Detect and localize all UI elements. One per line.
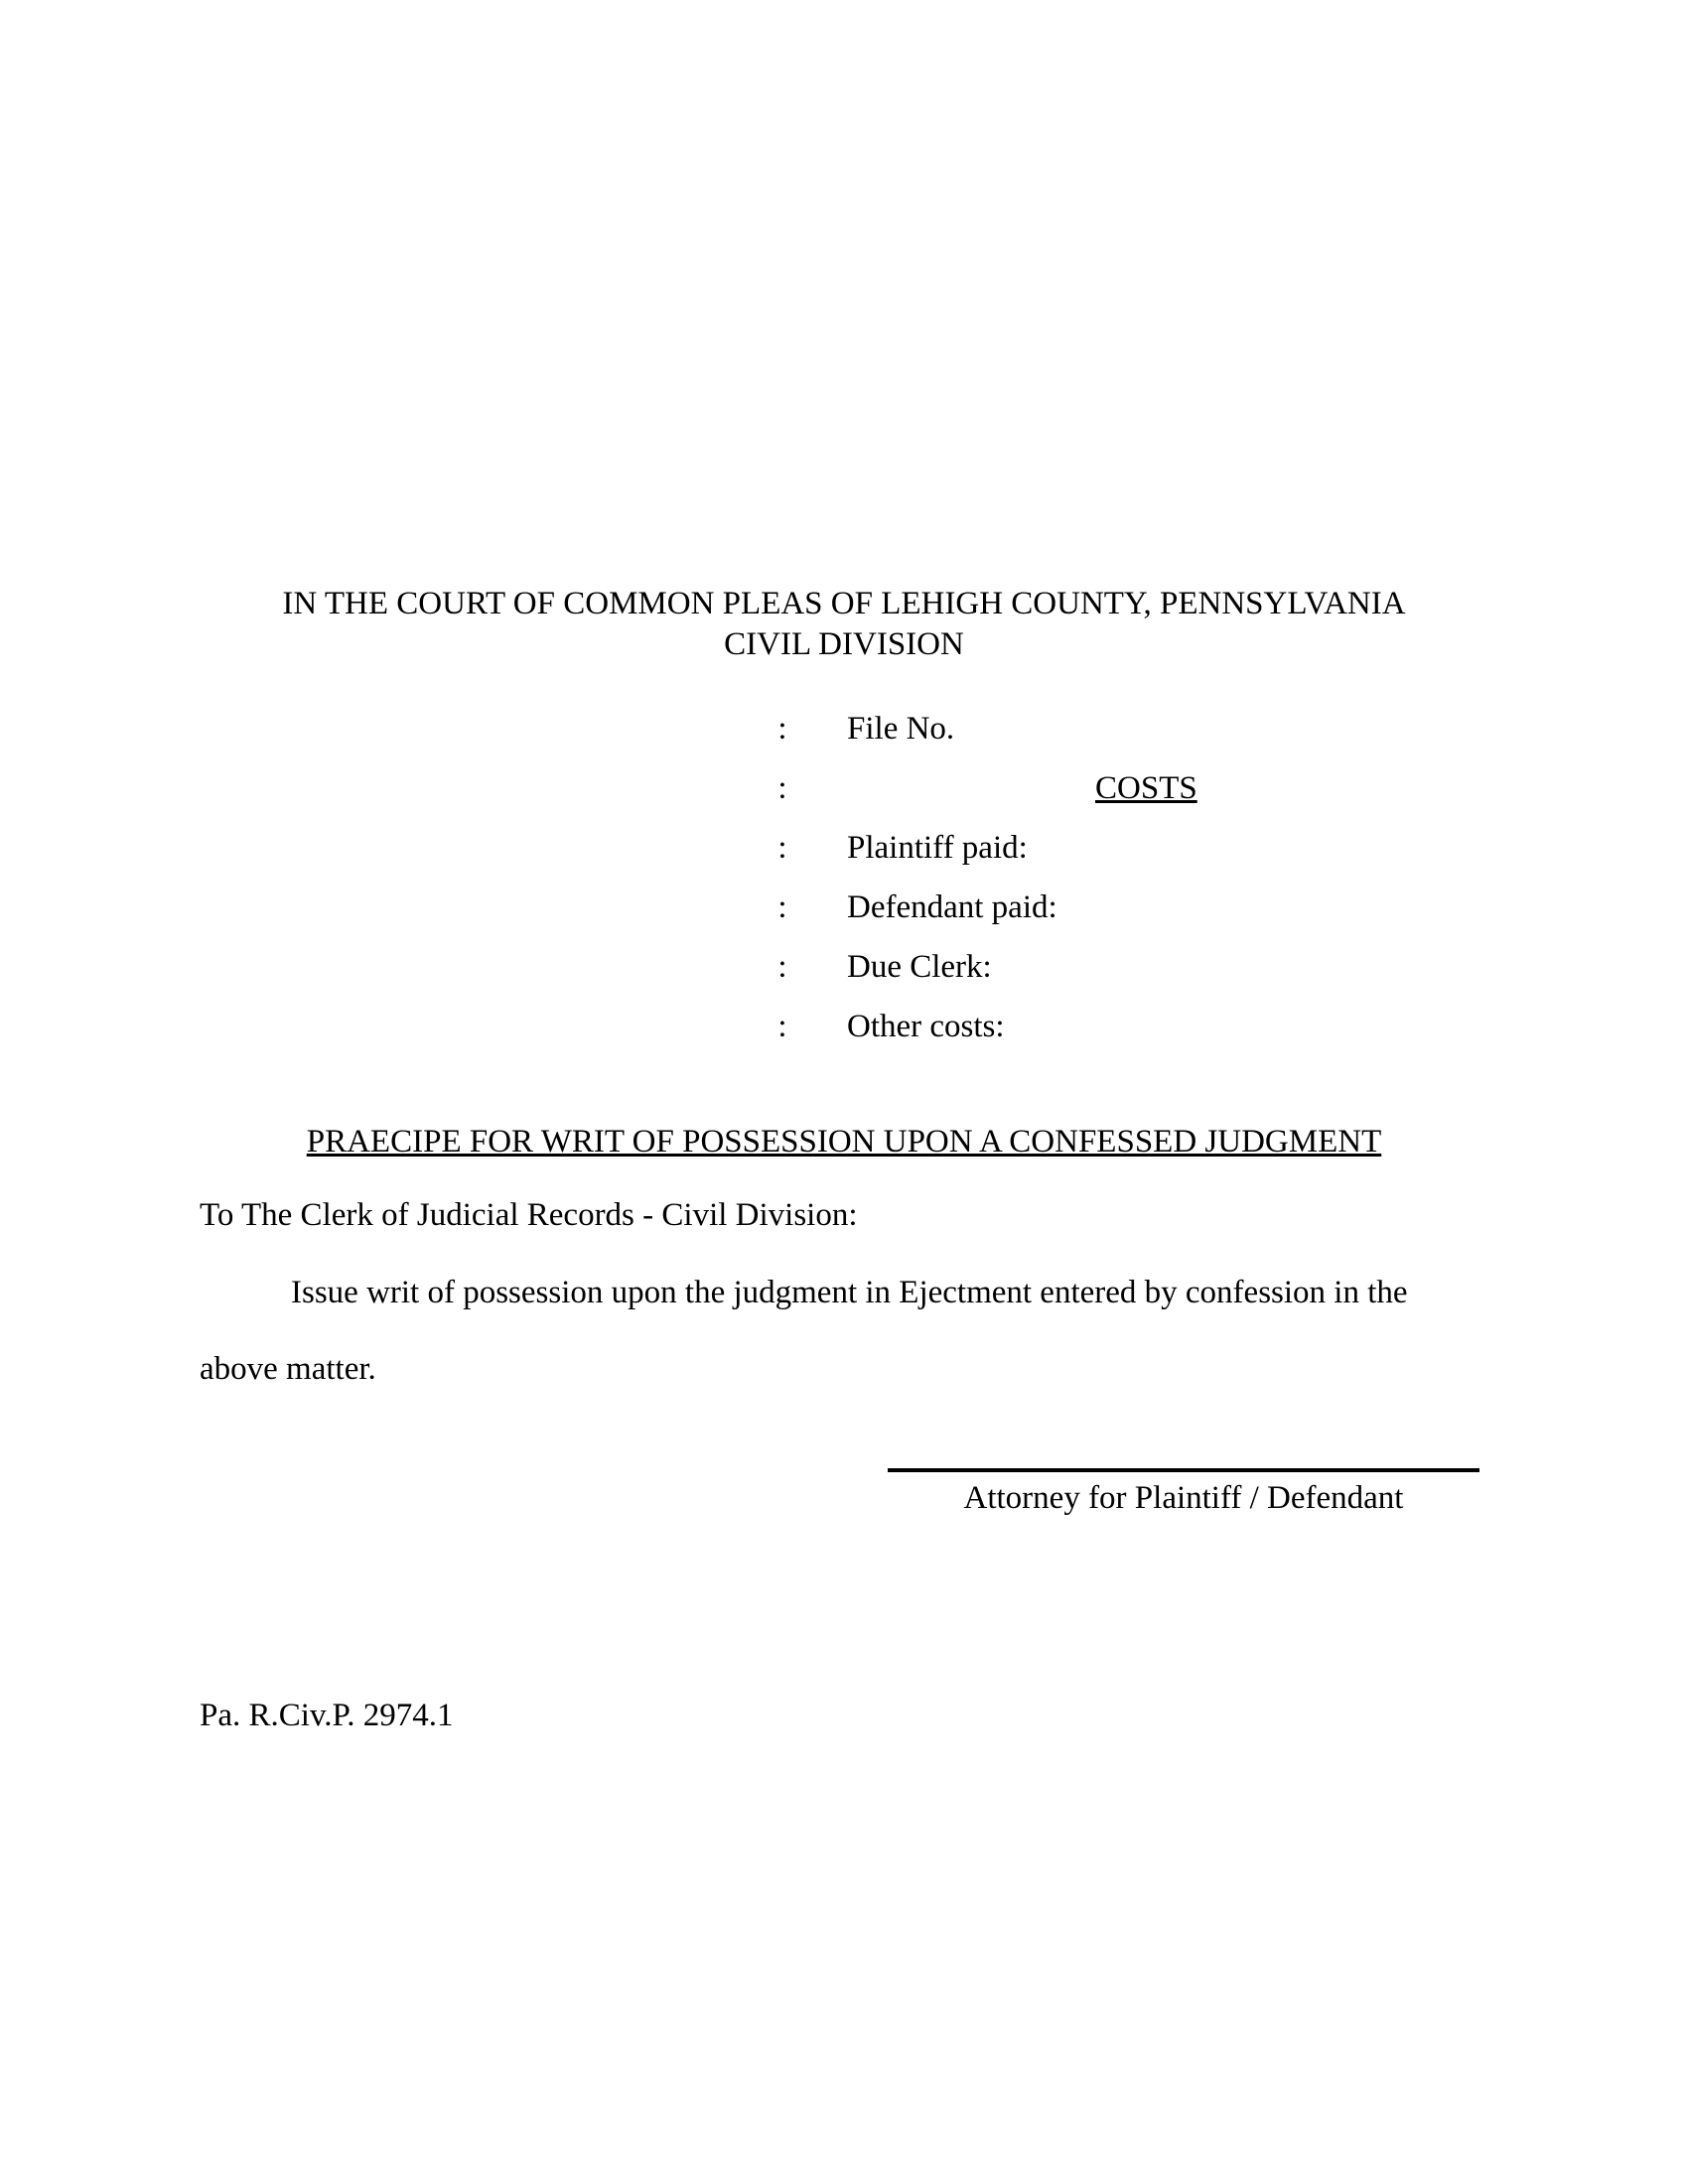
- caption-colon: :: [777, 889, 787, 925]
- document-title-text: PRAECIPE FOR WRIT OF POSSESSION UPON A CONFESSED JUDGMENT: [306, 1124, 1382, 1160]
- addressee-line: To The Clerk of Judicial Records - Civil Division:: [200, 1197, 858, 1233]
- caption-colon: :: [777, 711, 787, 747]
- court-division: CIVIL DIVISION: [724, 626, 964, 662]
- signature-label: Attorney for Plaintiff / Defendant: [963, 1480, 1404, 1516]
- rule-citation: Pa. R.Civ.P. 2974.1: [200, 1698, 454, 1733]
- caption-colon: :: [777, 830, 787, 866]
- caption-row-file-no: [773, 711, 1197, 770]
- caption-row-plaintiff-paid: [773, 830, 1197, 889]
- case-caption: [773, 711, 1197, 1068]
- due-clerk-label: Due Clerk:: [847, 949, 992, 985]
- caption-colon: :: [777, 949, 787, 985]
- caption-row-costs: [773, 770, 1197, 830]
- body-paragraph-line-1: Issue writ of possession upon the judgment in Ejectment entered by confession in the: [291, 1275, 1408, 1310]
- signature-line: [888, 1468, 1479, 1472]
- caption-row-other-costs: [773, 1009, 1197, 1068]
- caption-colon: :: [777, 770, 787, 806]
- plaintiff-paid-label: Plaintiff paid:: [847, 830, 1028, 866]
- other-costs-label: Other costs:: [847, 1009, 1005, 1044]
- costs-heading: COSTS: [1095, 770, 1197, 806]
- file-no-label: File No.: [847, 711, 955, 747]
- caption-row-due-clerk: [773, 949, 1197, 1009]
- caption-colon: :: [777, 1009, 787, 1044]
- defendant-paid-label: Defendant paid:: [847, 889, 1057, 925]
- signature-block: [888, 1468, 1479, 1517]
- court-header: [0, 584, 1688, 665]
- court-name: IN THE COURT OF COMMON PLEAS OF LEHIGH COUNTY, PENNSYLVANIA: [282, 586, 1406, 621]
- caption-row-defendant-paid: [773, 889, 1197, 949]
- document-title: [0, 1124, 1688, 1160]
- body-paragraph-line-2: above matter.: [200, 1351, 376, 1387]
